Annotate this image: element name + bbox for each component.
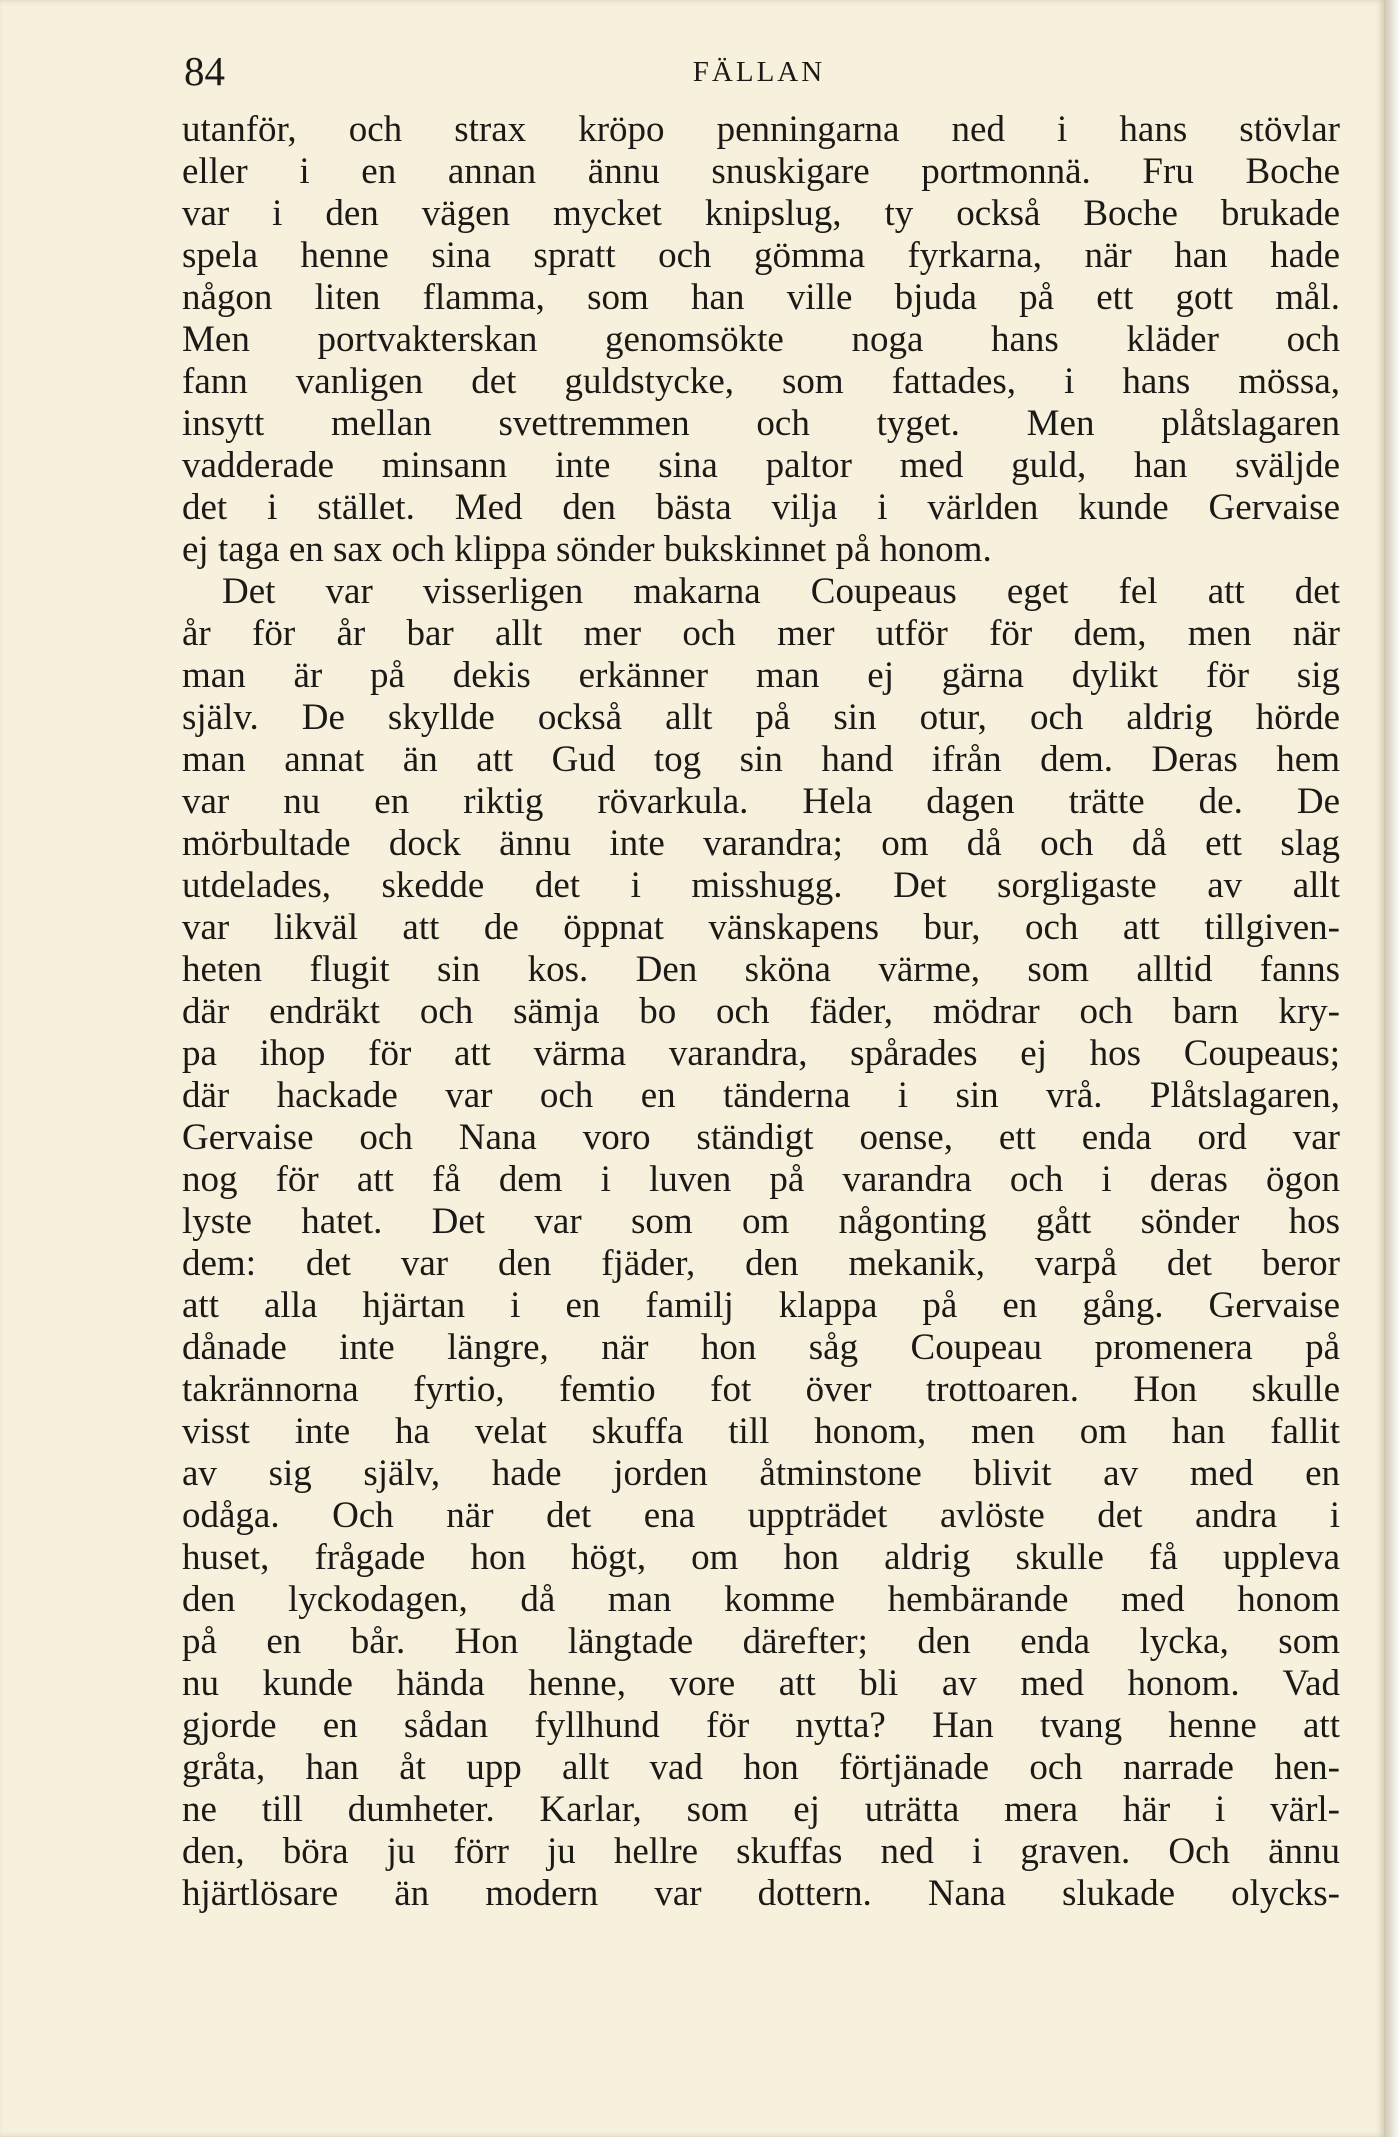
text-line: gråta, han åt upp allt vad hon förtjänade och narrade hen- xyxy=(182,1747,1340,1788)
text-line: lyste hatet. Det var som om någonting gått sönder hos xyxy=(182,1201,1340,1242)
text-line: eller i en annan ännu snuskigare portmonnä. Fru Boche xyxy=(182,151,1340,192)
text-line: på en bår. Hon längtade därefter; den enda lycka, som xyxy=(182,1621,1340,1662)
text-line: gjorde en sådan fyllhund för nytta? Han tvang henne att xyxy=(182,1705,1340,1746)
text-line: var i den vägen mycket knipslug, ty också Boche brukade xyxy=(182,193,1340,234)
text-line: visst inte ha velat skuffa till honom, men om han fallit xyxy=(182,1411,1340,1452)
page-number: 84 xyxy=(184,48,225,94)
page-edge xyxy=(1384,0,1400,2137)
text-line: takrännorna fyrtio, femtio fot över trottoaren. Hon skulle xyxy=(182,1369,1340,1410)
text-line: det i stället. Med den bästa vilja i världen kunde Gervaise xyxy=(182,487,1340,528)
paragraph-end-line: ej taga en sax och klippa sönder bukskinnet på honom. xyxy=(182,529,992,570)
text-line: själv. De skyllde också allt på sin otur, och aldrig hörde xyxy=(182,697,1340,738)
text-line: fann vanligen det guldstycke, som fattades, i hans mössa, xyxy=(182,361,1340,402)
text-line: odåga. Och när det ena uppträdet avlöste det andra i xyxy=(182,1495,1340,1536)
text-line: den, böra ju förr ju hellre skuffas ned i graven. Och ännu xyxy=(182,1831,1340,1872)
text-line: hjärtlösare än modern var dottern. Nana slukade olycks- xyxy=(182,1873,1340,1914)
text-line: mörbultade dock ännu inte varandra; om då och då ett slag xyxy=(182,823,1340,864)
text-line: utdelades, skedde det i misshugg. Det sorgligaste av allt xyxy=(182,865,1340,906)
text-line: nog för att få dem i luven på varandra och i deras ögon xyxy=(182,1159,1340,1200)
text-line: att alla hjärtan i en familj klappa på en gång. Gervaise xyxy=(182,1285,1340,1326)
text-line: någon liten flamma, som han ville bjuda på ett gott mål. xyxy=(182,277,1340,318)
text-line: där endräkt och sämja bo och fäder, mödrar och barn kry- xyxy=(182,991,1340,1032)
text-line: man annat än att Gud tog sin hand ifrån dem. Deras hem xyxy=(182,739,1340,780)
running-head: FÄLLAN xyxy=(692,56,826,88)
text-line: Gervaise och Nana voro ständigt oense, ett enda ord var xyxy=(182,1117,1340,1158)
text-line: pa ihop för att värma varandra, spårades ej hos Coupeaus; xyxy=(182,1033,1340,1074)
text-line: dem: det var den fjäder, den mekanik, varpå det beror xyxy=(182,1243,1340,1284)
text-line: dånade inte längre, när hon såg Coupeau promenera på xyxy=(182,1327,1340,1368)
text-line: huset, frågade hon högt, om hon aldrig skulle få uppleva xyxy=(182,1537,1340,1578)
text-line: vadderade minsann inte sina paltor med guld, han sväljde xyxy=(182,445,1340,486)
text-line: heten flugit sin kos. Den sköna värme, som alltid fanns xyxy=(182,949,1340,990)
text-line: utanför, och strax kröpo penningarna ned i hans stövlar xyxy=(182,109,1340,150)
text-line: var likväl att de öppnat vänskapens bur, och att tillgiven- xyxy=(182,907,1340,948)
text-line: av sig själv, hade jorden åtminstone blivit av med en xyxy=(182,1453,1340,1494)
text-line: år för år bar allt mer och mer utför för dem, men när xyxy=(182,613,1340,654)
text-line: spela henne sina spratt och gömma fyrkarna, när han hade xyxy=(182,235,1340,276)
paragraph-start-line: Det var visserligen makarna Coupeaus eget fel att det xyxy=(222,571,1340,612)
page-header xyxy=(180,46,1338,96)
text-line: den lyckodagen, då man komme hembärande med honom xyxy=(182,1579,1340,1620)
body-text xyxy=(182,109,1340,1915)
text-line: var nu en riktig rövarkula. Hela dagen trätte de. De xyxy=(182,781,1340,822)
text-line: man är på dekis erkänner man ej gärna dylikt för sig xyxy=(182,655,1340,696)
text-line: ne till dumheter. Karlar, som ej uträtta mera här i värl- xyxy=(182,1789,1340,1830)
text-line: insytt mellan svettremmen och tyget. Men plåtslagaren xyxy=(182,403,1340,444)
text-line: Men portvakterskan genomsökte noga hans kläder och xyxy=(182,319,1340,360)
text-line: nu kunde hända henne, vore att bli av med honom. Vad xyxy=(182,1663,1340,1704)
text-line: där hackade var och en tänderna i sin vrå. Plåtslagaren, xyxy=(182,1075,1340,1116)
